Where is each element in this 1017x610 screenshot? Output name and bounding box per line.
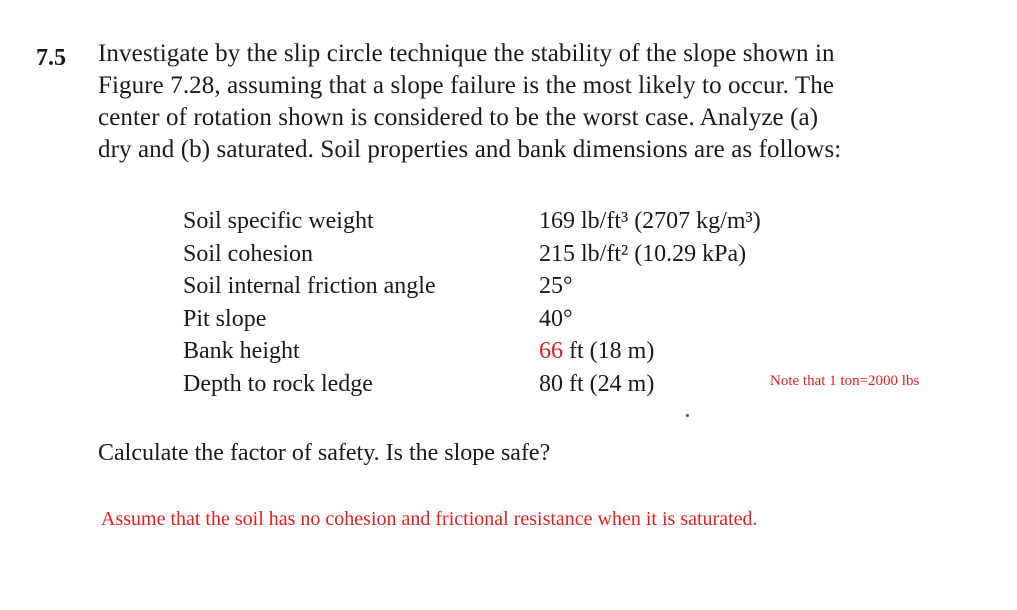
property-value [539,335,654,368]
problem-line: center of rotation shown is considered to be the worst case. Analyze (a) [98,104,819,131]
problem-line: Figure 7.28, assuming that a slope failure is the most likely to occur. The [98,72,835,99]
problem-number: 7.5 [36,45,66,71]
value-unit: ft (18 m) [563,338,655,364]
assumption-note: Assume that the soil has no cohesion and frictional resistance when it is saturated. [101,508,758,530]
property-label: Depth to rock ledge [183,370,373,397]
property-value: 80 ft (24 m) [539,370,655,397]
property-label: Bank height [183,338,300,364]
problem-line: Investigate by the slip circle technique the stability of the slope shown in [98,40,835,67]
property-label: Pit slope [183,305,267,332]
question-text: Calculate the factor of safety. Is the slope safe? [98,440,551,466]
problem-statement [98,38,958,166]
property-label: Soil internal friction angle [183,273,436,299]
property-label: Soil specific weight [183,208,374,234]
property-value: 215 lb/ft² (10.29 kPa) [539,240,747,267]
highlighted-value: 66 [539,338,563,364]
stray-mark [686,414,689,417]
property-value: 169 lb/ft³ (2707 kg/m³) [539,208,761,234]
property-label: Soil cohesion [183,240,313,267]
property-value: 25° [539,273,573,299]
problem-line: dry and (b) saturated. Soil properties and bank dimensions are as follows: [98,136,842,163]
ton-conversion-note: Note that 1 ton=2000 lbs [770,373,920,389]
property-value: 40° [539,305,573,332]
